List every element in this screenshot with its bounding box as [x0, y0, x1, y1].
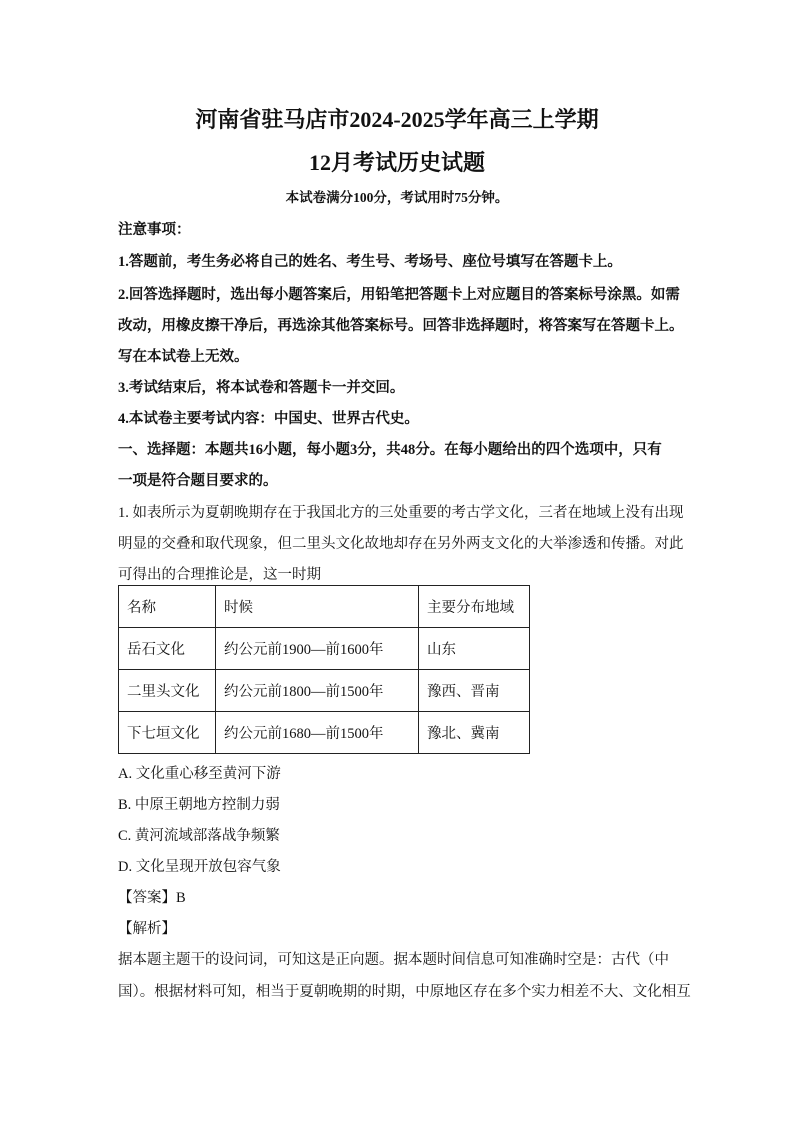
note-2-line3: 写在本试卷上无效。	[118, 349, 249, 365]
table-row	[119, 670, 530, 712]
table-row	[119, 712, 530, 754]
table-header-row	[119, 586, 530, 628]
note-2-line1: 2.回答选择题时，选出每小题答案后，用铅笔把答题卡上对应题目的答案标号涂黑。如需	[118, 287, 680, 303]
table-header-cell: 时候	[216, 586, 419, 628]
answer-label: 【答案】B	[118, 890, 186, 906]
table-header-cell: 主要分布地域	[419, 586, 530, 628]
table-cell: 约公元前1900—前1600年	[216, 628, 419, 670]
table-cell: 豫西、晋南	[419, 670, 530, 712]
table-cell: 约公元前1800—前1500年	[216, 670, 419, 712]
option-a: A. 文化重心移至黄河下游	[118, 766, 281, 782]
note-4: 4.本试卷主要考试内容：中国史、世界古代史。	[118, 411, 419, 427]
table-header-cell: 名称	[119, 586, 216, 628]
exam-title-line2: 12月考试历史试题	[308, 150, 485, 175]
note-2-line2: 改动，用橡皮擦干净后，再选涂其他答案标号。回答非选择题时，将答案写在答题卡上。	[118, 318, 684, 334]
exam-subtitle: 本试卷满分100分，考试用时75分钟。	[285, 190, 509, 205]
analysis-heading: 【解析】	[118, 921, 176, 937]
question-1-line2: 明显的交叠和取代现象，但二里头文化故地却存在另外两支文化的大举渗透和传播。对此	[118, 536, 684, 552]
section-heading-line2: 一项是符合题目要求的。	[118, 473, 278, 489]
question-1-line3: 可得出的合理推论是，这一时期	[118, 567, 321, 583]
exam-title-line1: 河南省驻马店市2024-2025学年高三上学期	[195, 107, 599, 132]
option-b: B. 中原王朝地方控制力弱	[118, 797, 280, 813]
table-cell: 约公元前1680—前1500年	[216, 712, 419, 754]
notes-heading: 注意事项：	[118, 222, 191, 238]
table-cell: 豫北、冀南	[419, 712, 530, 754]
table-cell: 二里头文化	[119, 670, 216, 712]
question-1-line1: 1. 如表所示为夏朝晚期存在于我国北方的三处重要的考古学文化，三者在地域上没有出现	[118, 505, 684, 521]
table-cell: 山东	[419, 628, 530, 670]
option-d: D. 文化呈现开放包容气象	[118, 859, 281, 875]
option-c: C. 黄河流域部落战争频繁	[118, 828, 280, 844]
section-heading-line1: 一、选择题：本题共16小题，每小题3分，共48分。在每小题给出的四个选项中，只有	[118, 442, 662, 458]
table-cell: 岳石文化	[119, 628, 216, 670]
analysis-line2: 国）。根据材料可知，相当于夏朝晚期的时期，中原地区存在多个实力相差不大、文化相互	[118, 984, 691, 1000]
table-cell: 下七垣文化	[119, 712, 216, 754]
note-3: 3.考试结束后，将本试卷和答题卡一并交回。	[118, 380, 405, 396]
table-row	[119, 628, 530, 670]
analysis-line1: 据本题主题干的设问词，可知这是正向题。据本题时间信息可知准确时空是：古代（中	[118, 952, 669, 968]
note-1: 1.答题前，考生务必将自己的姓名、考生号、考场号、座位号填写在答题卡上。	[118, 254, 622, 270]
culture-table	[118, 585, 530, 754]
